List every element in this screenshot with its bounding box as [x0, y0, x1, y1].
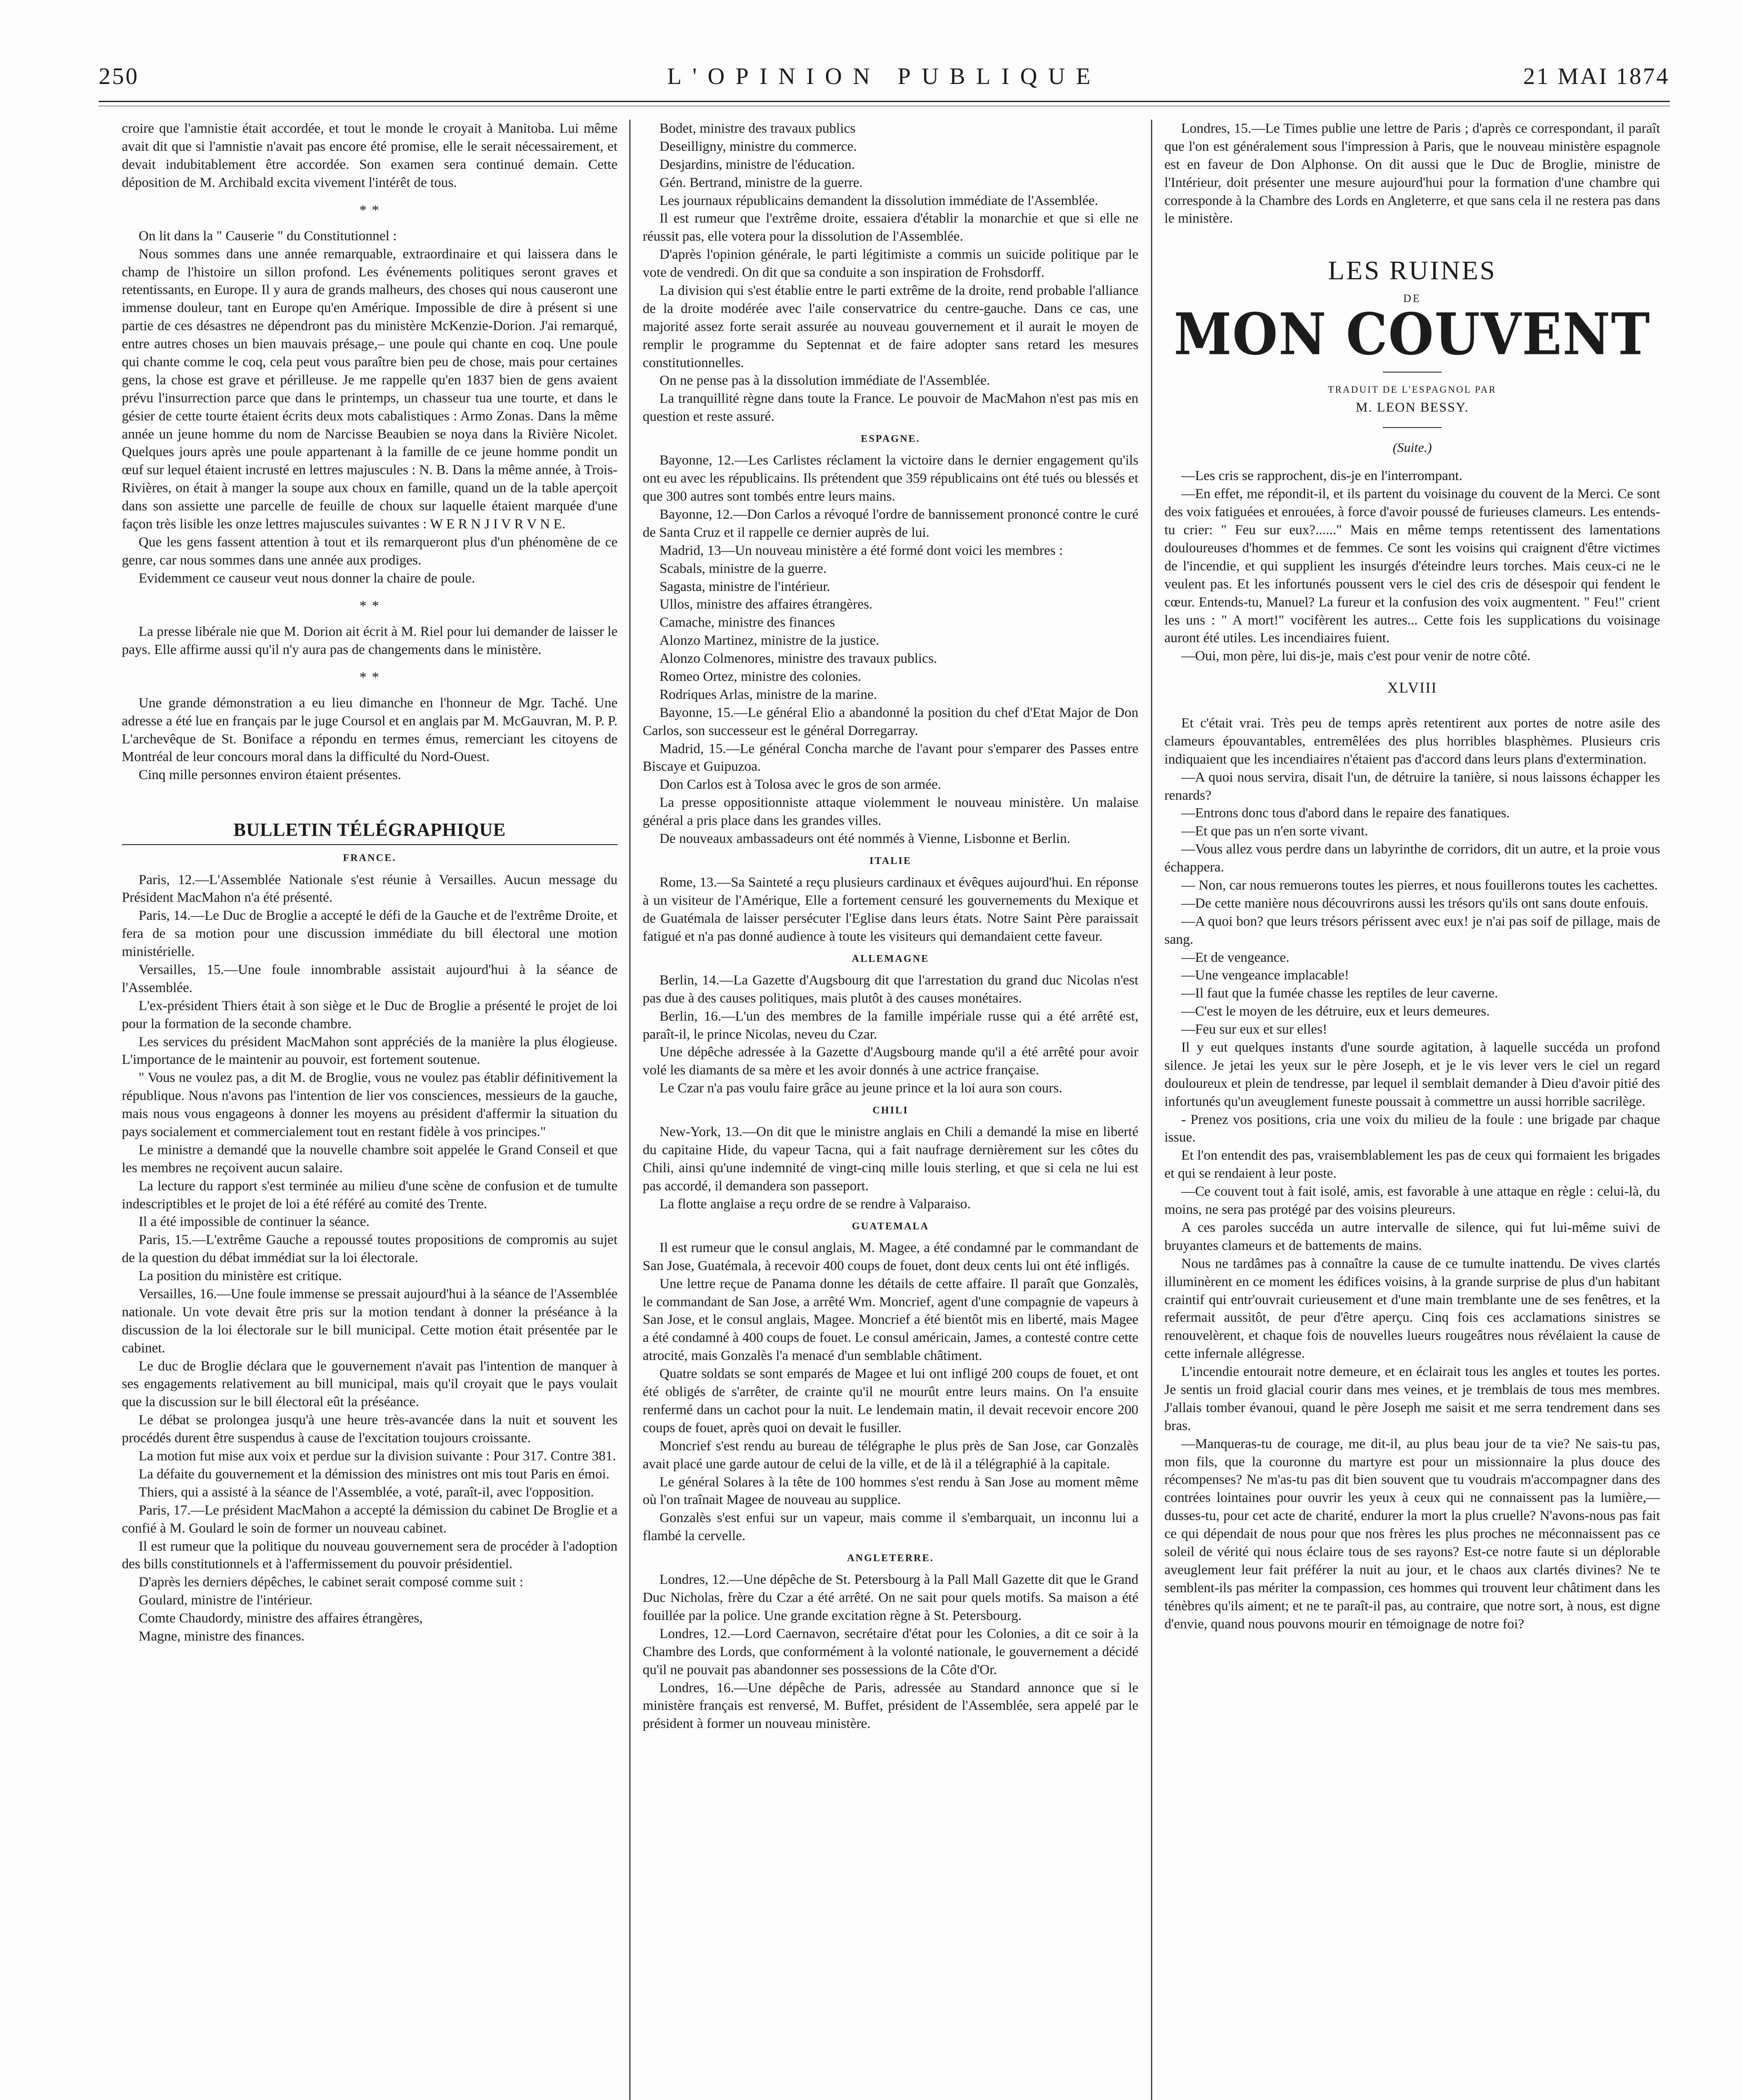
list-item: Gén. Bertrand, ministre de la guerre.: [659, 175, 863, 190]
dispatch: L'ex-président Thiers était à son siège et le Duc de Broglie a présenté le projet de loi pour la formation de la seconde chambre.: [122, 998, 617, 1032]
dispatch: De nouveaux ambassadeurs ont été nommés à Vienne, Lisbonne et Berlin.: [659, 831, 1070, 847]
paragraph: —En effet, me répondit-il, et ils partent du voisinage du couvent de la Merci. Ce sont des voix fatiguées et enrouées, à force d'avoir poussé de furieuses clameurs. Les entends-tu crier: " Feu sur eux?......" Mais en même temps retentissent des lamentations douloureuses d'hommes et de femmes. Ce sont les voisins qui craignent d'être victimes de l'incendie, et qui supplient les insurgés d'éteindre leurs torches. Mais ceux-ci ne le veulent pas. Et les infortunés poussent vers le ciel des cris de désespoir qui fendent le cœur. Entends-tu, Manuel? La fureur et la confusion des voix augmentent. " Feu!" crient les uns : " A mort!" vocifèrent les autres... Cette fois les supplications du voisinage auront été utiles. Les incendiaires fuient.: [1164, 486, 1660, 646]
translation-credit: TRADUIT DE L'ESPAGNOL PAR: [1328, 384, 1497, 395]
list-item: Deseilligny, ministre du commerce.: [659, 139, 857, 154]
dispatch: Paris, 12.—L'Assemblée Nationale s'est réunie à Versailles. Aucun message du Président MacMahon n'a été présenté.: [122, 872, 617, 906]
dispatch: La défaite du gouvernement et la démission des ministres ont mis tout Paris en émoi.: [139, 1466, 610, 1482]
paragraph: —Une vengeance implacable!: [1181, 968, 1349, 983]
list-item: Bodet, ministre des travaux publics: [659, 121, 856, 136]
chapter-number: XLVIII: [1387, 679, 1437, 696]
column-divider-1: [629, 120, 631, 2100]
list-item: Goulard, ministre de l'intérieur.: [139, 1593, 313, 1608]
page-number: 250: [99, 63, 139, 89]
section-label-italie: ITALIE: [869, 855, 912, 866]
dispatch: Moncrief s'est rendu au bureau de télégraphe le plus près de San Jose, car Gonzalès avait placé une garde autour de celui de la ville, et de là il a télégraphié à la capitale.: [643, 1438, 1138, 1472]
paragraph: —Manqueras-tu de courage, me dit-il, au plus beau jour de ta vie? Ne sais-tu pas, mon fils, que la couronne du martyre est pour un missionnaire la plus douce des récompenses? Ne m'as-tu pas dit bien souvent que tu voudrais m'accompagner dans des contrées lointaines pour ouvrir les yeux à ceux qui ne connaissent pas la lumière,—dusses-tu, pour cet acte de charité, endurer la mort la plus cruelle? N'avons-nous pas fait ce qui dépendait de nous pour que nos frères les plus proches ne méconnaissent pas ce soleil de vérité qui nous éclaire tous de ses rayons? Est-ce notre faute si un déplorable aveuglement leur fait préférer la nuit au jour, et le chaos aux clartés divines? Ne te semblent-ils pas mériter la compassion, ces hommes qui trouvent leur châtiment dans les ténèbres qu'ils aiment; et ne te paraît-il pas, au contraire, que notre sort, à nous, est digne d'envie, quand nous pouvons mourir en témoignage de notre foi?: [1164, 1436, 1660, 1632]
dispatch: Rome, 13.—Sa Sainteté a reçu plusieurs cardinaux et évêques aujourd'hui. En réponse à un visiteur de l'Amérique, Elle a fortement censuré les gouvernements du Mexique et de Guatémala de laisser persécuter l'Eglise dans leurs états. Notre Saint Père paraissait fatigué et n'a pas donné audience à toute les visiteurs qui demandaient cette faveur.: [643, 875, 1138, 944]
translator-name: M. LEON BESSY.: [1356, 399, 1469, 415]
paragraph: La presse libérale nie que M. Dorion ait écrit à M. Riel pour lui demander de laisser le pays. Elle affirme aussi qu'il n'y aura pas de changements dans le ministère.: [122, 624, 617, 657]
dispatch: Il est rumeur que la politique du nouveau gouvernement sera de procéder à l'adoption des bills constitutionnels et à l'affermissement du pouvoir présidentiel.: [122, 1538, 617, 1572]
dispatch: Gonzalès s'est enfui sur un vapeur, mais comme il s'embarquait, un inconnu lui a flambé la cervelle.: [643, 1510, 1138, 1544]
paragraph: —A quoi nous servira, disait l'un, de détruire la tanière, si nous laissons échapper les renards?: [1164, 769, 1660, 803]
dispatch: Le ministre a demandé que la nouvelle chambre soit appelée le Grand Conseil et que les membres ne reçoivent aucun salaire.: [122, 1142, 617, 1176]
section-separator: * *: [359, 598, 380, 614]
dispatch: D'après l'opinion générale, le parti légitimiste a commis un suicide politique par le vote de vendredi. On dit que sa conduite a son inspiration de Frohsdorff.: [643, 247, 1138, 281]
dispatch: Versailles, 16.—Une foule immense se pressait aujourd'hui à la séance de l'Assemblée nationale. Un vote devait être pris sur la motion tendant à donner la préséance à la discussion de la loi électorale sur le bill municipal. Cette motion était présentée par le cabinet.: [122, 1286, 617, 1356]
header-rule: [99, 101, 1670, 102]
paragraph: Cinq mille personnes environ étaient présentes.: [139, 767, 402, 783]
continued-note: (Suite.): [1393, 439, 1432, 455]
dispatch: Londres, 12.—Lord Caernavon, secrétaire d'état pour les Colonies, a dit ce soir à la Chambre des Lords, que conformément à la volonté nationale, le gouvernement a décidé qu'il ne pouvait pas abandonner ses possessions de la Côte d'Or.: [643, 1626, 1138, 1677]
dispatch: Paris, 15.—L'extrême Gauche a repoussé toutes propositions de compromis au sujet de la question du débat immédiat sur la loi électorale.: [122, 1232, 617, 1266]
dispatch: " Vous ne voulez pas, a dit M. de Broglie, vous ne voulez pas établir définitivement la république. Nous n'avons pas l'intention de lier vos consciences, messieurs de la gauche, mais nous vous engageons à donner les moyens au président d'affermir la situation du pays socialement et commercialement tout en restant fidèle à vos principes.": [122, 1070, 617, 1140]
list-item: Rodriques Arlas, ministre de la marine.: [659, 687, 877, 702]
dispatch: Versailles, 15.—Une foule innombrable assistait aujourd'hui à la séance de l'Assemblée.: [122, 962, 617, 995]
paragraph: Que les gens fassent attention à tout et ils remarqueront plus d'un phénomène de ce genre, car nous sommes dans une année aux prodiges.: [122, 534, 617, 568]
paragraph: Nous sommes dans une année remarquable, extraordinaire et qui laissera dans le champ de l'histoire un sillon profond. Les événements politiques seront graves et retentissants, en Europe. Il y aura de grands malheurs, des choses qui nous causeront une immense douleur, tant en Europe qu'en Amérique. Impossible de dire à présent si une partie de ces désastres ne dépendront pas du ministère McKenzie-Dorion. J'ai remarqué, entre autres choses un bien mauvais présage,– une poule qui chante en coq. Une poule qui chante comme le coq, cela peut vous paraître bien peu de chose, mais pour certaines gens, la chose est grave et périlleuse. Je me rappelle qu'en 1837 bien de gens avaient prévu l'insurrection parce que dans le printemps, un chasseur tua une tourte, et dans le gésier de cette tourte étaient écrits deux mots cabalistiques : Armo Zonas. Dans la même année un jeune homme du nom de Narcisse Beaubien se noya dans la Rivière Nicolet. Quelques jours après une poule appartenant à la famille de ce jeune homme pondit un œuf sur lequel étaient incrusté en lettres majuscules : N. B. Dans la même année, à Trois-Rivières, on était à manger la soupe aux choux en famille, quand un de la table aperçoit dans son assiette une parcelle de feuille de choux sur laquelle étaient marquée d'une façon très lisible les onze lettres majuscules suivantes : W E R N J I V R V N E.: [122, 246, 617, 532]
dispatch: La presse oppositionniste attaque violemment le nouveau ministère. Un malaise général a pris place dans les grandes villes.: [643, 795, 1138, 829]
section-label-angleterre: ANGLETERRE.: [847, 1553, 934, 1564]
list-item: Magne, ministre des finances.: [139, 1628, 305, 1644]
list-item: Scabals, ministre de la guerre.: [659, 561, 827, 576]
paragraph: —Ce couvent tout à fait isolé, amis, est favorable à une attaque en règle : celui-là, du moins, ne sera pas protégé par des voisins pleureurs.: [1164, 1184, 1660, 1218]
dispatch: Bayonne, 12.—Don Carlos a révoqué l'ordre de bannissement prononcé contre le curé de Santa Cruz et il rappelle ce dernier auprès de lui.: [643, 507, 1138, 540]
list-item: Sagasta, ministre de l'intérieur.: [659, 579, 830, 594]
dispatch: Une dépêche adressée à la Gazette d'Augsbourg mande qu'il a été arrêté pour avoir volé les diamants de sa mère et les avoir donnés à une actrice française.: [643, 1045, 1138, 1078]
dispatch: La motion fut mise aux voix et perdue sur la division suivante : Pour 317. Contre 381.: [139, 1449, 616, 1464]
paragraph: Et c'était vrai. Très peu de temps après retentirent aux portes de notre asile des clameurs épouvantables, entremêlées des plus horribles blasphèmes. Plusieurs cris indiquaient que les incendiaires n'étaient pas d'accord dans leurs plans d'extermination.: [1164, 716, 1660, 767]
list-item: Romeo Ortez, ministre des colonies.: [659, 669, 862, 685]
paragraph: —A quoi bon? que leurs trésors périssent avec eux! je n'ai pas soif de pillage, mais de sang.: [1164, 914, 1660, 947]
dispatch: Les services du président MacMahon sont appréciés de la manière la plus élogieuse. L'importance de le maintenir au pouvoir, est fortement soutenue.: [122, 1034, 617, 1068]
title-rule: [1383, 372, 1442, 373]
paragraph: Il y eut quelques instants d'une sourde agitation, à laquelle succéda un profond silence. Je jetai les yeux sur le père Joseph, et je le vis lever vers le ciel un regard douloureux et plein de tendresse, par lequel il semblait demander à Dieu d'avoir pitié des infortunés qu'un aveuglement funeste poussait à commettre un aussi horrible sacrilège.: [1164, 1040, 1660, 1109]
paragraph: —Entrons donc tous d'abord dans le repaire des fanatiques.: [1181, 806, 1510, 821]
paragraph: —De cette manière nous découvrirons aussi les trésors qu'ils ont sans doute enfouis.: [1181, 895, 1649, 911]
dispatch: Londres, 16.—Une dépêche de Paris, adressée au Standard annonce que si le ministère français est renversé, M. Buffet, président de l'Assemblée, sera appelé par le président à former un nouveau ministère.: [643, 1680, 1138, 1732]
paragraph: — Non, car nous remuerons toutes les pierres, et nous fouillerons toutes les cachettes.: [1181, 878, 1658, 893]
title-rule: [1383, 427, 1442, 428]
list-item: Camache, ministre des finances: [659, 615, 835, 630]
dispatch: Il a été impossible de continuer la séance.: [139, 1214, 370, 1230]
column-divider-2: [1151, 120, 1152, 2100]
issue-date: 21 MAI 1874: [1523, 63, 1670, 89]
dispatch: Madrid, 13—Un nouveau ministère a été formé dont voici les membres :: [659, 543, 1063, 558]
feuilleton-title-line-2: DE: [1403, 292, 1421, 304]
dispatch: La lecture du rapport s'est terminée au milieu d'une scène de confusion et de tumulte indescriptibles et le projet de loi a été référé au comité des Trente.: [122, 1178, 617, 1212]
bulletin-heading: BULLETIN TÉLÉGRAPHIQUE: [122, 818, 617, 845]
section-separator: * *: [359, 202, 380, 218]
dispatch: Berlin, 16.—L'un des membres de la famille impériale russe qui a été arrêté est, paraît-il, le prince Nicolas, neveu du Czar.: [643, 1008, 1138, 1042]
section-label-allemagne: ALLEMAGNE: [851, 953, 930, 964]
paragraph: —Vous allez vous perdre dans un labyrinthe de corridors, dit un autre, et la proie vous échappera.: [1164, 842, 1660, 875]
dispatch: La tranquillité règne dans toute la France. Le pouvoir de MacMahon n'est pas mis en question et reste assuré.: [643, 391, 1138, 425]
dispatch: Bayonne, 15.—Le général Elio a abandonné la position du chef d'Etat Major de Don Carlos, son successeur est le général Dorregarray.: [643, 705, 1138, 738]
dispatch: Les journaux républicains demandent la dissolution immédiate de l'Assemblée.: [659, 193, 1098, 208]
paragraph: —C'est le moyen de les détruire, eux et leurs demeures.: [1181, 1004, 1490, 1019]
paragraph: - Prenez vos positions, cria une voix du milieu de la foule : une brigade par chaque issue.: [1164, 1112, 1660, 1145]
dispatch: Le général Solares à la tête de 100 hommes s'est rendu à San Jose au moment même où l'on traînait Magee de nouveau au supplice.: [643, 1474, 1138, 1508]
list-item: Alonzo Colmenores, ministre des travaux publics.: [659, 651, 937, 667]
dispatch: La division qui s'est établie entre le parti extrême de la droite, rend probable l'alliance de la droite modérée avec l'aile conservatrice du centre-gauche. Dans ce cas, une majorité assez forte serait assurée au nouveau gouvernement et il aurait le moyen de remplir le programme du Septennat et de faire adopter sans retard les mesures constitutionnelles.: [643, 283, 1138, 370]
section-label-chili: CHILI: [872, 1105, 909, 1116]
dispatch: Il est rumeur que le consul anglais, M. Magee, a été condamné par le commandant de San Jose, Guatémala, à recevoir 400 coups de fouet, dont deux cents lui ont été infligés.: [643, 1240, 1138, 1273]
paragraph: —Et que pas un n'en sorte vivant.: [1181, 824, 1368, 839]
dispatch: Londres, 12.—Une dépêche de St. Petersbourg à la Pall Mall Gazette dit que le Grand Duc Nicholas, frère du Czar a été arrêté. On ne sait pour quels motifs. Sa maison a été fouillée par la police. Une grande excitation règne à St. Petersbourg.: [643, 1572, 1138, 1624]
dispatch: D'après les derniers dépêches, le cabinet serait composé comme suit :: [139, 1575, 523, 1590]
dispatch: New-York, 13.—On dit que le ministre anglais en Chili a demandé la mise en liberté du capitaine Hide, du vapeur Tacna, qui a fait naufrage dernièrement sur les côtes du Chili, ainsi qu'une indemnité de vingt-cinq mille louis sterling, et que si cela ne lui est pas accordé, il demandera son passeport.: [643, 1124, 1138, 1194]
paragraph: croire que l'amnistie était accordée, et tout le monde le croyait à Manitoba. Lui même avait dit que si l'amnistie n'avait pas encore été promise, elle le serait nécessairement, et devait indubitablement être accordée. Son examen sera continué demain. Cette déposition de M. Archibald excita vivement l'intérêt de tous.: [122, 121, 617, 190]
newspaper-title: L'OPINION PUBLIQUE: [667, 63, 1101, 89]
feuilleton-title-line-1: LES RUINES: [1328, 255, 1497, 286]
dispatch: On ne pense pas à la dissolution immédiate de l'Assemblée.: [659, 373, 990, 388]
paragraph: —Les cris se rapprochent, dis-je en l'interrompant.: [1181, 468, 1463, 484]
paragraph: Et l'on entendit des pas, vraisemblablement les pas de ceux qui formaient les brigades et qui se rendaient à leur poste.: [1164, 1148, 1660, 1181]
section-label-guatemala: GUATEMALA: [852, 1221, 929, 1232]
paragraph: A ces paroles succéda un autre intervalle de silence, qui fut lui-même suivi de bruyantes clameurs et de battements de mains.: [1164, 1220, 1660, 1253]
list-item: Alonzo Martinez, ministre de la justice.: [659, 633, 880, 648]
column-3: [1164, 120, 1660, 2100]
dispatch: Quatre soldats se sont emparés de Magee et lui ont infligé 200 coups de fouet, et ont été obligés de s'arrêter, de crainte qu'il ne mourût entre leurs mains. On l'a ensuite renfermé dans un cachot pour la nuit. Le lendemain matin, il devait recevoir encore 200 coups de fouet, après quoi on devait le fusiller.: [643, 1366, 1138, 1436]
list-item: Desjardins, ministre de l'éducation.: [659, 157, 855, 172]
dispatch: Don Carlos est à Tolosa avec le gros de son armée.: [659, 777, 941, 793]
list-item: Ullos, ministre des affaires étrangères.: [659, 597, 873, 612]
dispatch: Londres, 15.—Le Times publie une lettre de Paris ; d'après ce correspondant, il paraît que l'on est généralement sous l'impression à Paris, que le nouveau ministère espagnole est en faveur de Don Alphonse. On dit aussi que le Duc de Broglie, ministre de l'Intérieur, doit présenter une mesure aujourd'hui pour la formation d'une chambre qui corresponde à la Chambre des Lords en Angleterre, et que sans cela il ne restera pas dans le ministère.: [1164, 121, 1660, 226]
dispatch: Le débat se prolongea jusqu'à une heure très-avancée dans la nuit et souvent les procédés durent être suspendus à cause de l'excitation toujours croissante.: [122, 1412, 617, 1446]
section-label-france: FRANCE.: [343, 853, 397, 864]
dispatch: Le duc de Broglie déclara que le gouvernement n'avait pas l'intention de manquer à ses engagements relativement au bill municipal, mais qu'il croyait que le pays voulait que la discussion sur le bill électoral eût la préséance.: [122, 1358, 617, 1410]
dispatch: Bayonne, 12.—Les Carlistes réclament la victoire dans le dernier engagement qu'ils ont eu avec les républicains. Ils prétendent que 359 républicains ont été tués ou blessés et que 300 autres sont tombés entre leurs mains.: [643, 453, 1138, 504]
dispatch: La position du ministère est critique.: [139, 1268, 342, 1284]
feuilleton-title-main: MON COUVENT: [1174, 301, 1651, 368]
paragraph: Une grande démonstration a eu lieu dimanche en l'honneur de Mgr. Taché. Une adresse a été lue en français par le juge Coursol et en anglais par M. McGauvran, M. P. P. L'archevêque de St. Boniface a répondu en termes émus, remerciant les citoyens de Montréal de leur concours moral dans la difficulté du Nord-Ouest.: [122, 695, 617, 765]
dispatch: Berlin, 14.—La Gazette d'Augsbourg dit que l'arrestation du grand duc Nicolas n'est pas due à des causes politiques, mais plutôt à des causes monétaires.: [643, 972, 1138, 1006]
paragraph: L'incendie entourait notre demeure, et en éclairait tous les angles et toutes les portes. Je sentis un froid glacial courir dans mes veines, et je tremblais de tous mes membres. J'allais tomber évanoui, quand le père Joseph me saisit et me serra tendrement dans ses bras.: [1164, 1364, 1660, 1433]
dispatch: Madrid, 15.—Le général Concha marche de l'avant pour s'emparer des Passes entre Biscaye et Guipuzoa.: [643, 741, 1138, 774]
paragraph: Nous ne tardâmes pas à connaître la cause de ce tumulte inattendu. De vives clartés illuminèrent en ce moment les édifices voisins, à la grande surprise de plus d'un habitant craintif qui entr'ouvrait curieusement et d'une main tremblante une de ses fenêtres, et la refermait aussitôt, de peur d'être aperçu. Cinq fois ces acclamations sinistres se renouvelèrent, et chaque fois de nouvelles lueurs rougeâtres nous révélaient la cause de cette infernale allégresse.: [1164, 1256, 1660, 1362]
dispatch: Thiers, qui a assisté à la séance de l'Assemblée, a voté, paraît-il, avec l'opposition.: [139, 1484, 594, 1500]
paragraph: —Il faut que la fumée chasse les reptiles de leur caverne.: [1181, 986, 1498, 1001]
paragraph: —Oui, mon père, lui dis-je, mais c'est pour venir de notre côté.: [1181, 648, 1531, 664]
dispatch: Une lettre reçue de Panama donne les détails de cette affaire. Il paraît que Gonzalès, le commandant de San Jose, a arrêté Wm. Moncrief, agent d'une compagnie de vapeurs à San Jose, et le consul anglais, Magee. Moncrief a été bientôt mis en liberté, mais Magee a été condamné à 400 coups de fouet. Le consul américain, James, a contesté contre cette atrocité, mais Gonzalès l'a menacé d'un semblable châtiment.: [643, 1276, 1138, 1364]
paragraph: —Feu sur eux et sur elles!: [1181, 1022, 1327, 1037]
paragraph: On lit dans la " Causerie " du Constitutionnel :: [139, 228, 397, 244]
paragraph: —Et de vengeance.: [1181, 950, 1290, 965]
dispatch: La flotte anglaise a reçu ordre de se rendre à Valparaiso.: [659, 1196, 971, 1212]
list-item: Comte Chaudordy, ministre des affaires étrangères,: [139, 1611, 423, 1626]
section-separator: * *: [359, 669, 380, 685]
dispatch: Le Czar n'a pas voulu faire grâce au jeune prince et la loi aura son cours.: [659, 1081, 1062, 1096]
dispatch: Paris, 14.—Le Duc de Broglie a accepté le défi de la Gauche et de l'extrême Droite, et fera de sa motion pour une discussion immédiate du bill électoral une motion ministérielle.: [122, 908, 617, 960]
column-2: [643, 120, 1138, 2100]
dispatch: Paris, 17.—Le président MacMahon a accepté la démission du cabinet De Broglie et a confié à M. Goulard le soin de former un nouveau cabinet.: [122, 1502, 617, 1536]
paragraph: Evidemment ce causeur veut nous donner la chaire de poule.: [139, 570, 475, 586]
masthead: [99, 63, 1670, 97]
column-1: [122, 120, 617, 2100]
dispatch: Il est rumeur que l'extrême droite, essaiera d'établir la monarchie et que si elle ne réussit pas, elle votera pour la dissolution de l'Assemblée.: [643, 211, 1138, 244]
section-label-espagne: ESPAGNE.: [861, 433, 920, 445]
